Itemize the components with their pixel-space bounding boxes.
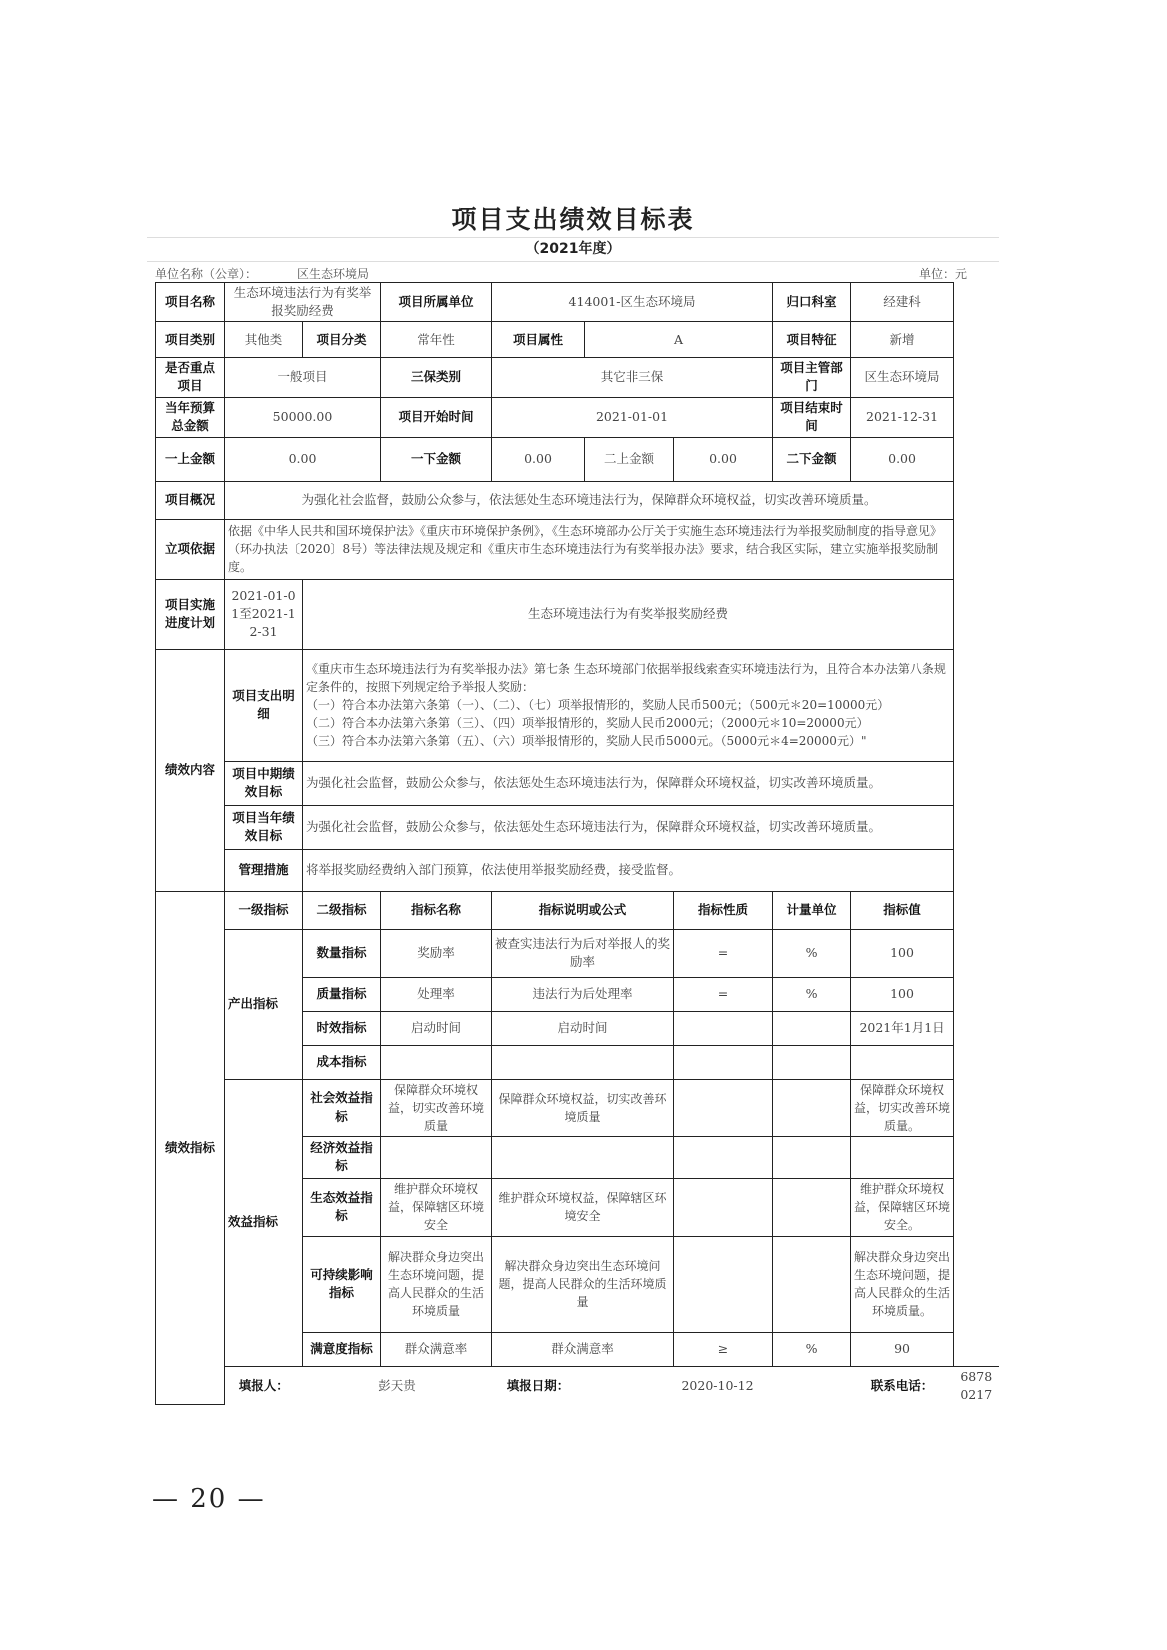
nature-cell: = <box>674 929 773 977</box>
year-text: 为强化社会监督，鼓励公众参与，依法惩处生态环境违法行为，保障群众环境权益，切实改善环境质量。 <box>303 805 954 849</box>
measure-text: 将举报奖励经费纳入部门预算，依法使用举报奖励经费，接受监督。 <box>303 849 954 891</box>
value-cell <box>851 1136 954 1178</box>
content-label: 绩效内容 <box>156 649 225 891</box>
indicator-label: 绩效指标 <box>156 891 225 1405</box>
content-year-row <box>156 805 1000 849</box>
unit-cell <box>773 1136 851 1178</box>
down1-label: 一下金额 <box>381 437 492 481</box>
filler-value: 彭天贵 <box>303 1366 492 1405</box>
up2-value: 0.00 <box>674 437 773 481</box>
attr-label: 项目属性 <box>492 322 585 358</box>
basis-text: 依据《中华人民共和国环境保护法》《重庆市环境保护条例》，《生态环境部办公厅关于实施生态环境违法行为举报奖励制度的指导意见》（环办执法〔2020〕8号）等法律法规及规定和《重庆市生态环境违法行为有奖举报办法》要求，结合我区实际，建立实施举报奖励制度。 <box>225 519 954 579</box>
name-cell: 维护群众环境权益，保障辖区环境安全 <box>381 1178 492 1236</box>
date-value: 2020-10-12 <box>585 1366 851 1405</box>
schedule-row <box>156 579 1000 649</box>
filler-label: 填报人： <box>225 1366 303 1405</box>
key-label: 是否重点项目 <box>156 358 225 397</box>
level2-cell: 满意度指标 <box>303 1332 381 1366</box>
budget-label: 当年预算总金额 <box>156 397 225 437</box>
detail-line: （一）符合本办法第六条第（一）、（二）、（七）项举报情形的，奖励人民币500元；（500元＊20=10000元） <box>306 698 890 712</box>
basic-row-1 <box>156 283 1000 322</box>
overview-label: 项目概况 <box>156 481 225 519</box>
key-value: 一般项目 <box>225 358 381 397</box>
page-title: 项目支出绩效目标表 <box>147 203 999 238</box>
up2-label: 二上金额 <box>585 437 674 481</box>
output-label: 产出指标 <box>225 929 303 1079</box>
level2-cell: 质量指标 <box>303 977 381 1011</box>
currency-label: 单位：元 <box>919 267 968 281</box>
level2-cell: 可持续影响指标 <box>303 1236 381 1332</box>
basic-row-4 <box>156 397 1000 437</box>
unit-cell <box>773 1079 851 1136</box>
manager-value: 区生态环境局 <box>851 358 954 397</box>
level2-cell: 社会效益指标 <box>303 1079 381 1136</box>
sanbao-value: 其它非三保 <box>492 358 773 397</box>
dept-value: 414001-区生态环境局 <box>492 283 773 322</box>
content-measure-row <box>156 849 1000 891</box>
name-cell <box>381 1136 492 1178</box>
feature-label: 项目特征 <box>773 322 851 358</box>
end-label: 项目结束时间 <box>773 397 851 437</box>
value-cell: 解决群众身边突出生态环境问题，提高人民群众的生活环境质量。 <box>851 1236 954 1332</box>
unit-cell: % <box>773 977 851 1011</box>
basic-row-3 <box>156 358 1000 397</box>
up1-label: 一上金额 <box>156 437 225 481</box>
year-label: 项目当年绩效目标 <box>225 805 303 849</box>
detail-line: （二）符合本办法第六条第（三）、（四）项举报情形的，奖励人民币2000元；（2000元＊10=20000元） <box>306 716 869 730</box>
value-cell: 90 <box>851 1332 954 1366</box>
desc-cell: 违法行为后处理率 <box>492 977 674 1011</box>
page-number: — 20 — <box>152 1484 266 1514</box>
header-nature: 指标性质 <box>674 891 773 929</box>
level2-cell: 时效指标 <box>303 1011 381 1045</box>
class-label: 项目分类 <box>303 322 381 358</box>
mid-text: 为强化社会监督，鼓励公众参与，依法惩处生态环境违法行为，保障群众环境权益，切实改善环境质量。 <box>303 761 954 805</box>
name-cell: 处理率 <box>381 977 492 1011</box>
basis-row <box>156 519 1000 579</box>
desc-cell: 解决群众身边突出生态环境问题，提高人民群众的生活环境质量 <box>492 1236 674 1332</box>
manager-label: 项目主管部门 <box>773 358 851 397</box>
level2-cell: 成本指标 <box>303 1045 381 1079</box>
budget-value: 50000.00 <box>225 397 381 437</box>
desc-cell <box>492 1045 674 1079</box>
benefit-label: 效益指标 <box>225 1079 303 1366</box>
unit-cell <box>773 1045 851 1079</box>
detail-label: 项目支出明细 <box>225 649 303 761</box>
dept-label: 项目所属单位 <box>381 283 492 322</box>
end-value: 2021-12-31 <box>851 397 954 437</box>
header-name: 指标名称 <box>381 891 492 929</box>
content-mid-row <box>156 761 1000 805</box>
schedule-period: 2021-01-01至2021-12-31 <box>225 579 303 649</box>
start-label: 项目开始时间 <box>381 397 492 437</box>
footer-row <box>156 1366 1000 1405</box>
office-value: 经建科 <box>851 283 954 322</box>
schedule-label: 项目实施进度计划 <box>156 579 225 649</box>
table-row <box>156 929 1000 977</box>
up1-value: 0.00 <box>225 437 381 481</box>
phone-label: 联系电话： <box>851 1366 954 1405</box>
nature-cell: ≥ <box>674 1332 773 1366</box>
category-label: 项目类别 <box>156 322 225 358</box>
unit-row <box>147 262 999 282</box>
date-label: 填报日期： <box>492 1366 585 1405</box>
value-cell: 100 <box>851 977 954 1011</box>
unit-value: 区生态环境局 <box>297 267 370 281</box>
name-cell: 奖励率 <box>381 929 492 977</box>
mid-label: 项目中期绩效目标 <box>225 761 303 805</box>
level2-cell: 数量指标 <box>303 929 381 977</box>
nature-cell <box>674 1079 773 1136</box>
level2-cell: 经济效益指标 <box>303 1136 381 1178</box>
indicator-header-row <box>156 891 1000 929</box>
unit-cell <box>773 1236 851 1332</box>
detail-line: 《重庆市生态环境违法行为有奖举报办法》第七条 生态环境部门依据举报线索查实环境违法行为，且符合本办法第八条规定条件的，按照下列规定给予举报人奖励： <box>306 662 946 694</box>
name-cell <box>381 1045 492 1079</box>
nature-cell <box>674 1136 773 1178</box>
value-cell: 2021年1月1日 <box>851 1011 954 1045</box>
value-cell: 保障群众环境权益，切实改善环境质量。 <box>851 1079 954 1136</box>
basic-row-5 <box>156 437 1000 481</box>
sanbao-label: 三保类别 <box>381 358 492 397</box>
performance-sheet <box>147 203 999 1405</box>
detail-line: （三）符合本办法第六条第（五）、（六）项举报情形的，奖励人民币5000元。（5000元＊4=20000元）" <box>306 734 867 748</box>
level2-cell: 生态效益指标 <box>303 1178 381 1236</box>
class-value: 常年性 <box>381 322 492 358</box>
name-cell: 群众满意率 <box>381 1332 492 1366</box>
down1-value: 0.00 <box>492 437 585 481</box>
schedule-text: 生态环境违法行为有奖举报奖励经费 <box>303 579 954 649</box>
header-level2: 二级指标 <box>303 891 381 929</box>
desc-cell: 群众满意率 <box>492 1332 674 1366</box>
basic-row-2 <box>156 322 1000 358</box>
nature-cell <box>674 1011 773 1045</box>
start-value: 2021-01-01 <box>492 397 773 437</box>
header-level1: 一级指标 <box>225 891 303 929</box>
unit-cell <box>773 1011 851 1045</box>
phone-value: 68780217 <box>954 1366 999 1405</box>
overview-row <box>156 481 1000 519</box>
name-cell: 保障群众环境权益，切实改善环境质量 <box>381 1079 492 1136</box>
unit-cell: % <box>773 929 851 977</box>
desc-cell: 启动时间 <box>492 1011 674 1045</box>
value-cell: 维护群众环境权益，保障辖区环境安全。 <box>851 1178 954 1236</box>
header-desc: 指标说明或公式 <box>492 891 674 929</box>
desc-cell <box>492 1136 674 1178</box>
header-value: 指标值 <box>851 891 954 929</box>
feature-value: 新增 <box>851 322 954 358</box>
name-cell: 解决群众身边突出生态环境问题，提高人民群众的生活环境质量 <box>381 1236 492 1332</box>
nature-cell <box>674 1236 773 1332</box>
name-cell: 启动时间 <box>381 1011 492 1045</box>
header-unit: 计量单位 <box>773 891 851 929</box>
nature-cell <box>674 1045 773 1079</box>
name-label: 项目名称 <box>156 283 225 322</box>
unit-cell <box>773 1178 851 1236</box>
basis-label: 立项依据 <box>156 519 225 579</box>
attr-value: A <box>585 322 773 358</box>
desc-cell: 被查实违法行为后对举报人的奖励率 <box>492 929 674 977</box>
desc-cell: 保障群众环境权益，切实改善环境质量 <box>492 1079 674 1136</box>
down2-value: 0.00 <box>851 437 954 481</box>
value-cell: 100 <box>851 929 954 977</box>
category-value: 其他类 <box>225 322 303 358</box>
nature-cell <box>674 1178 773 1236</box>
overview-text: 为强化社会监督，鼓励公众参与，依法惩处生态环境违法行为，保障群众环境权益，切实改善环境质量。 <box>225 481 954 519</box>
value-cell <box>851 1045 954 1079</box>
content-detail-row <box>156 649 1000 761</box>
measure-label: 管理措施 <box>225 849 303 891</box>
unit-cell: % <box>773 1332 851 1366</box>
detail-text <box>303 649 954 761</box>
table-row <box>156 1079 1000 1136</box>
office-label: 归口科室 <box>773 283 851 322</box>
desc-cell: 维护群众环境权益，保障辖区环境安全 <box>492 1178 674 1236</box>
page-subtitle: （2021年度） <box>147 238 999 262</box>
target-table <box>155 282 999 1405</box>
unit-label: 单位名称（公章）： <box>155 267 258 281</box>
nature-cell: = <box>674 977 773 1011</box>
down2-label: 二下金额 <box>773 437 851 481</box>
name-value: 生态环境违法行为有奖举报奖励经费 <box>225 283 381 322</box>
